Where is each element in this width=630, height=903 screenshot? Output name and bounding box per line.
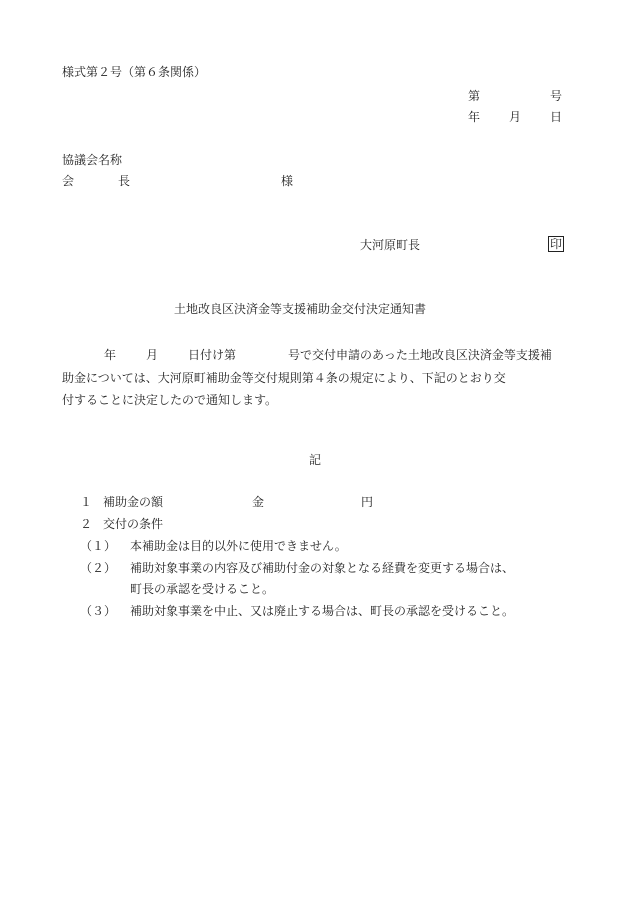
item-2-num: ２ — [80, 517, 93, 531]
body-line-2: 助金については、大河原町補助金等交付規則第４条の規定により、下記のとおり交 — [62, 370, 506, 385]
doc-date-year: 年 — [468, 110, 481, 124]
seal-mark: 印 — [550, 237, 563, 251]
body-line-1 — [62, 344, 567, 367]
item-2-label: 交付の条件 — [103, 517, 164, 531]
body-intro-rest: 号で交付申請のあった土地改良区決済金等支援補 — [288, 348, 552, 362]
doc-date-month: 月 — [509, 110, 522, 124]
condition-2-text: 補助対象事業の内容及び補助付金の対象となる経費を変更する場合は、 — [130, 561, 515, 575]
recipient-org-label: 協議会名称 — [62, 153, 123, 167]
doc-date-day: 日 — [550, 110, 563, 124]
recipient-honorific: 様 — [281, 174, 294, 188]
body-year: 年 — [104, 348, 117, 362]
condition-1-text: 本補助金は目的以外に使用できません。 — [130, 539, 347, 553]
item-1-yen: 円 — [361, 495, 374, 509]
condition-3-num: （３） — [80, 604, 117, 618]
body-month: 月 — [146, 348, 159, 362]
doc-number-prefix: 第 — [468, 89, 481, 103]
body-line-3: 付することに決定したので通知します。 — [62, 393, 278, 407]
recipient-title-cho: 長 — [118, 174, 131, 188]
document-title: 土地改良区決済金等支援補助金交付決定通知書 — [174, 302, 427, 316]
form-label: 様式第２号（第６条関係） — [62, 65, 207, 79]
sender-name: 大河原町長 — [360, 238, 421, 252]
condition-1-num: （１） — [80, 539, 117, 553]
body-day: 日付け第 — [188, 348, 237, 362]
ki-heading: 記 — [309, 453, 322, 467]
condition-2-num: （２） — [80, 561, 117, 575]
body-paragraph — [62, 344, 567, 412]
item-1-num: １ — [80, 495, 93, 509]
item-1-label: 補助金の額 — [103, 495, 164, 509]
condition-3-text: 補助対象事業を中止、又は廃止する場合は、町長の承認を受けること。 — [130, 604, 515, 618]
recipient-title-kai: 会 — [62, 174, 75, 188]
doc-number-suffix: 号 — [550, 89, 563, 103]
item-1-kin: 金 — [252, 495, 265, 509]
condition-2-text-cont: 町長の承認を受けること。 — [130, 582, 275, 596]
